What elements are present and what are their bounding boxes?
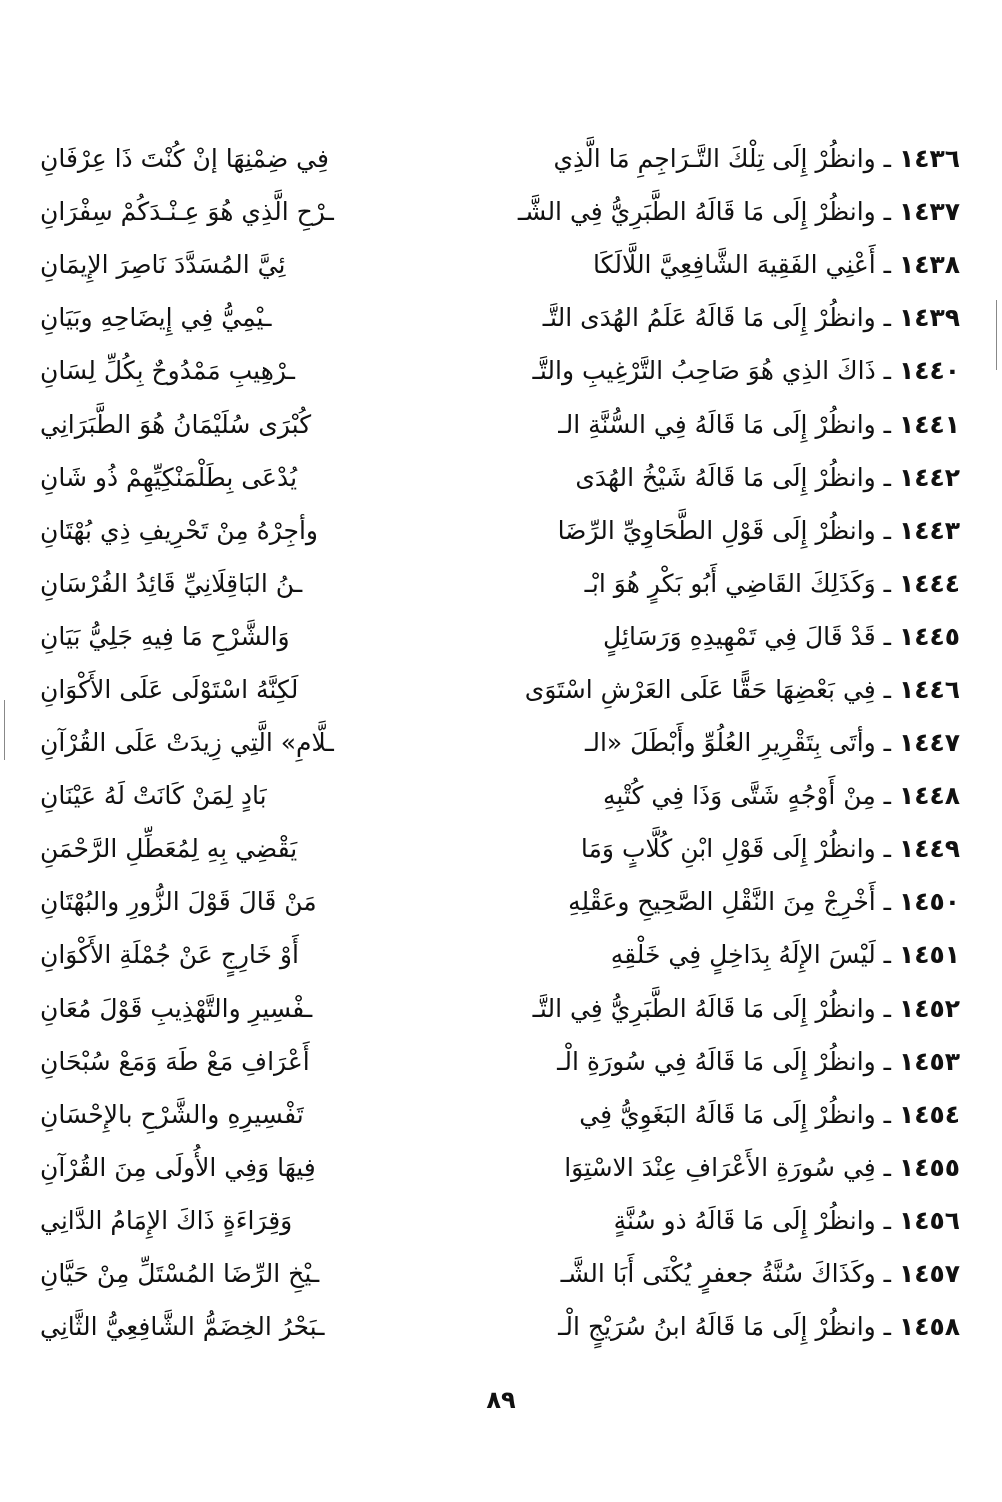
first-hemistich-text: وكَذَاكَ سُنَّةُ جعفرٍ يُكْنَى أَبَا الشَّـ [560, 1259, 876, 1289]
first-hemistich-text: أَخْرِجْ مِنَ النَّقْلِ الصَّحِيحِ وعَقْلِهِ [568, 887, 876, 917]
first-hemistich-text: وانظُرْ إِلَى مَا قَالَهُ الطَّبَرِيُّ فِي التَّـ [532, 993, 876, 1023]
verse-number: ١٤٥٨ [898, 1312, 960, 1342]
first-hemistich-text: وانظُرْ إِلَى قَوْلِ الطَّحَاوِيِّ الرِّضَا [557, 515, 876, 545]
second-hemistich: ـرْهِيبِ مَمْدُوحٌ بِكُلِّ لِسَانِ [40, 356, 296, 386]
first-hemistich [515, 769, 960, 822]
first-hemistich [515, 982, 960, 1035]
verse-row [40, 1300, 960, 1353]
first-hemistich [515, 398, 960, 451]
first-hemistich-text: وانظُرْ إِلَى مَا قَالَهُ شَيْخُ الهُدَى [575, 462, 876, 492]
verse-number: ١٤٥٦ [898, 1205, 960, 1235]
first-hemistich [515, 504, 960, 557]
first-hemistich-text: أَعْنِي الفَقِيهَ الشَّافِعِيَّ اللَّالَكَا [592, 250, 876, 280]
second-hemistich: يُدْعَى بِطَلْمَنْكِيِّهِمْ ذُو شَانِ [40, 462, 298, 492]
first-hemistich [515, 238, 960, 291]
first-hemistich-text: وَكَذَلِكَ القَاضِي أَبُو بَكْرٍ هُوَ ابْـ [584, 568, 876, 598]
first-hemistich-text: لَيْسَ الإِلَهُ بِدَاخِلٍ فِي خَلْقِهِ [610, 940, 876, 970]
first-hemistich-text: وانظُرْ إِلَى مَا قَالَهُ عَلَمُ الهُدَى التَّـ [542, 303, 876, 333]
first-hemistich [515, 1247, 960, 1300]
verse-number: ١٤٥٣ [898, 1046, 960, 1076]
poem-verses [40, 132, 960, 1353]
verse-separator: ـ [875, 781, 899, 811]
verse-separator: ـ [875, 303, 899, 333]
first-hemistich [515, 344, 960, 397]
second-hemistich: تَفْسِيرِهِ والشَّرْحِ بالإِحْسَانِ [40, 1099, 304, 1129]
verse-row [40, 344, 960, 397]
page-edge-left [4, 700, 5, 760]
verse-row [40, 451, 960, 504]
first-hemistich [515, 875, 960, 928]
verse-row [40, 982, 960, 1035]
verse-number: ١٤٥٤ [898, 1099, 960, 1129]
verse-separator: ـ [875, 250, 899, 280]
verse-row [40, 875, 960, 928]
first-hemistich-text: فِي بَعْضِهَا حَقًّا عَلَى العَرْشِ اسْتَوَى [524, 674, 876, 704]
second-hemistich: وَقِرَاءَةٍ ذَاكَ الإِمَامُ الدَّانِي [40, 1205, 293, 1235]
page-number: ٨٩ [486, 1386, 516, 1414]
first-hemistich [515, 1300, 960, 1353]
verse-number: ١٤٤٢ [898, 462, 960, 492]
first-hemistich [515, 291, 960, 344]
verse-row [40, 1247, 960, 1300]
verse-separator: ـ [875, 1205, 899, 1235]
second-hemistich: وَالشَّرْحِ مَا فِيهِ جَلِيُّ بَيَانِ [40, 621, 290, 651]
verse-number: ١٤٤٥ [898, 621, 960, 651]
first-hemistich-text: وأتَى بِتَقْرِيرِ العُلُوِّ وأَبْطَلَ «الـ [585, 728, 876, 758]
verse-separator: ـ [875, 1099, 899, 1129]
second-hemistich: فِي ضِمْنِهَا إنْ كُنْتَ ذَا عِرْفَانِ [40, 144, 329, 174]
second-hemistich: بَادٍ لِمَنْ كَانَتْ لَهُ عَيْنَانِ [40, 781, 267, 811]
first-hemistich-text: وانظُرْ إِلَى تِلْكَ التَّـرَاجِمِ مَا الَّذِي [553, 144, 876, 174]
verse-separator: ـ [875, 940, 899, 970]
verse-row [40, 1088, 960, 1141]
first-hemistich-text: وانظُرْ إِلَى مَا قَالَهُ ذو سُنَّةٍ [613, 1205, 876, 1235]
verse-row [40, 928, 960, 981]
verse-row [40, 504, 960, 557]
verse-number: ١٤٤٩ [898, 834, 960, 864]
verse-row [40, 1194, 960, 1247]
verse-row [40, 610, 960, 663]
second-hemistich: يَقْضِي بِهِ لِمُعَطِّلِ الرَّحْمَنِ [40, 834, 298, 864]
second-hemistich: ـلَّامِ» الَّتِي زِيدَتْ عَلَى القُرْآنِ [40, 728, 334, 758]
verse-row [40, 769, 960, 822]
page-edge-right [996, 300, 997, 370]
second-hemistich: ـرْحِ الَّذِي هُوَ عِـنْـدَكُمْ سِفْرَانِ [40, 197, 334, 227]
first-hemistich [515, 1035, 960, 1088]
verse-number: ١٤٥٠ [898, 887, 960, 917]
first-hemistich-text: وانظُرْ إِلَى مَا قَالَهُ فِي السُّنَّةِ الـ [558, 409, 876, 439]
first-hemistich [515, 185, 960, 238]
first-hemistich [515, 663, 960, 716]
verse-number: ١٤٣٨ [898, 250, 960, 280]
verse-separator: ـ [875, 409, 899, 439]
verse-number: ١٤٤٦ [898, 674, 960, 704]
verse-number: ١٤٥٢ [898, 993, 960, 1023]
verse-separator: ـ [875, 887, 899, 917]
verse-row [40, 291, 960, 344]
first-hemistich-text: وانظُرْ إِلَى مَا قَالَهُ فِي سُورَةِ الْـ [557, 1046, 876, 1076]
verse-row [40, 238, 960, 291]
first-hemistich [515, 132, 960, 185]
first-hemistich-text: وانظُرْ إِلَى قَوْلِ ابْنِ كُلَّابٍ وَمَا [580, 834, 876, 864]
second-hemistich: ـفْسِيرِ والتَّهْذِيبِ قَوْلَ مُعَانِ [40, 993, 313, 1023]
verse-separator: ـ [875, 356, 899, 386]
verse-row [40, 822, 960, 875]
verse-number: ١٤٣٧ [898, 197, 960, 227]
verse-row [40, 716, 960, 769]
first-hemistich-text: مِنْ أَوْجُهٍ شَتَّى وَذَا فِي كُتْبِهِ [603, 781, 876, 811]
verse-row [40, 397, 960, 450]
verse-row [40, 1141, 960, 1194]
first-hemistich [515, 822, 960, 875]
first-hemistich [515, 1141, 960, 1194]
verse-separator: ـ [875, 515, 899, 545]
verse-separator: ـ [875, 1152, 899, 1182]
first-hemistich-text: وانظُرْ إِلَى مَا قَالَهُ ابنُ سُرَيْجٍ الْـ [558, 1312, 876, 1342]
first-hemistich [515, 557, 960, 610]
second-hemistich: مَنْ قَالَ قَوْلَ الزُّورِ والبُهْتَانِ [40, 887, 317, 917]
verse-row [40, 663, 960, 716]
verse-row [40, 185, 960, 238]
second-hemistich: وأجِرْهُ مِنْ تَحْرِيفِ ذِي بُهْتَانِ [40, 515, 319, 545]
verse-separator: ـ [875, 197, 899, 227]
verse-separator: ـ [875, 144, 899, 174]
second-hemistich: ئِيَّ المُسَدَّدَ نَاصِرَ الإِيمَانِ [40, 250, 286, 280]
verse-number: ١٤٣٩ [898, 303, 960, 333]
first-hemistich-text: فِي سُورَةِ الأَعْرَافِ عِنْدَ الاسْتِوَا [564, 1152, 876, 1182]
verse-separator: ـ [875, 1259, 899, 1289]
second-hemistich: ـبَحْرُ الخِضَمُّ الشَّافِعِيُّ الثَّانِي [40, 1312, 325, 1342]
second-hemistich: لَكِنَّهُ اسْتَوْلَى عَلَى الأَكْوَانِ [40, 674, 299, 704]
verse-separator: ـ [875, 462, 899, 492]
verse-number: ١٤٤٤ [898, 568, 960, 598]
verse-number: ١٤٤١ [898, 409, 960, 439]
verse-separator: ـ [875, 728, 899, 758]
verse-number: ١٤٤٣ [898, 515, 960, 545]
first-hemistich-text: قَدْ قَالَ فِي تَمْهِيدِهِ وَرَسَائِلٍ [603, 621, 876, 651]
verse-number: ١٤٥٧ [898, 1259, 960, 1289]
verse-number: ١٤٣٦ [898, 144, 960, 174]
verse-number: ١٤٤٧ [898, 728, 960, 758]
first-hemistich [515, 928, 960, 981]
first-hemistich [515, 716, 960, 769]
verse-separator: ـ [875, 568, 899, 598]
second-hemistich: أَعْرَافِ مَعْ طَهَ وَمَعْ سُبْحَانِ [40, 1046, 310, 1076]
first-hemistich [515, 1194, 960, 1247]
second-hemistich: ـيْخِ الرِّضَا المُسْتَلِّ مِنْ حَيَّانِ [40, 1259, 320, 1289]
second-hemistich: ـيْمِيُّ فِي إِيضَاحِهِ وبَيَانِ [40, 303, 272, 333]
first-hemistich-text: ذَاكَ الذِي هُوَ صَاحِبُ التَّرْغِيبِ والتَّـ [532, 356, 876, 386]
verse-separator: ـ [875, 834, 899, 864]
first-hemistich [515, 451, 960, 504]
verse-row [40, 1035, 960, 1088]
verse-number: ١٤٤٠ [898, 356, 960, 386]
first-hemistich-text: وانظُرْ إِلَى مَا قَالَهُ الطَّبَرِيُّ فِي الشَّـ [517, 197, 876, 227]
verse-number: ١٤٥١ [898, 940, 960, 970]
second-hemistich: فِيهَا وَفِي الأُولَى مِنَ القُرْآنِ [40, 1152, 316, 1182]
second-hemistich: أَوْ خَارِجٍ عَنْ جُمْلَةِ الأَكْوَانِ [40, 940, 299, 970]
second-hemistich: كُبْرَى سُلَيْمَانُ هُوَ الطَّبَرَانِي [40, 409, 312, 439]
first-hemistich [515, 610, 960, 663]
first-hemistich [515, 1088, 960, 1141]
verse-separator: ـ [875, 1312, 899, 1342]
verse-separator: ـ [875, 1046, 899, 1076]
first-hemistich-text: وانظُرْ إِلَى مَا قَالَهُ البَغَوِيُّ فِي [579, 1099, 876, 1129]
verse-row [40, 132, 960, 185]
second-hemistich: ـنُ البَاقِلَانِيِّ قَائِدُ الفُرْسَانِ [40, 568, 303, 598]
verse-number: ١٤٤٨ [898, 781, 960, 811]
verse-number: ١٤٥٥ [898, 1152, 960, 1182]
verse-separator: ـ [875, 674, 899, 704]
verse-row [40, 557, 960, 610]
verse-separator: ـ [875, 993, 899, 1023]
verse-separator: ـ [875, 621, 899, 651]
